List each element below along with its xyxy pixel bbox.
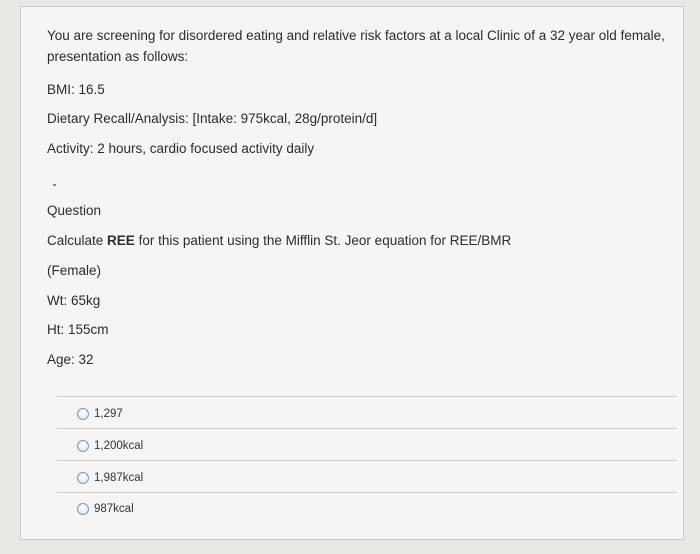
answer-option[interactable] [57,403,357,425]
radio-button[interactable] [77,503,89,515]
answer-option-label: 987kcal [94,503,134,515]
divider [57,492,677,493]
question-heading: Question [47,203,102,218]
diet-recall-text: Dietary Recall/Analysis: [Intake: 975kcal, 28g/protein/d] [47,111,378,126]
divider [57,460,677,461]
weight-text: Wt: 65kg [47,293,101,308]
case-intro: You are screening for disordered eating and relative risk factors at a local Clinic of a 32 year old female, presentation as follows: [47,28,665,64]
divider [57,428,677,429]
answer-option-label: 1,297 [94,408,123,420]
activity-text: Activity: 2 hours, cardio focused activity daily [47,141,315,156]
answer-option[interactable] [57,435,357,457]
answer-option-label: 1,200kcal [94,440,144,452]
bullet-mark [53,184,56,186]
answer-option[interactable] [57,498,357,520]
prompt-text-after: for this patient using the Mifflin St. Jeor equation for REE/BMR [134,233,512,248]
question-panel [20,6,684,540]
prompt-text-before: Calculate [47,233,108,248]
divider [57,396,677,397]
height-text: Ht: 155cm [47,322,109,337]
question-prompt [47,232,511,250]
prompt-text-bold: REE [107,233,135,248]
radio-button[interactable] [77,408,89,420]
radio-button[interactable] [77,472,89,484]
bmi-text: BMI: 16.5 [47,82,105,97]
answer-option[interactable] [57,467,357,489]
age-text: Age: 32 [47,352,94,367]
sex-text: (Female) [47,263,102,278]
case-description [47,25,667,67]
answer-option-label: 1,987kcal [94,472,144,484]
radio-button[interactable] [77,440,89,452]
